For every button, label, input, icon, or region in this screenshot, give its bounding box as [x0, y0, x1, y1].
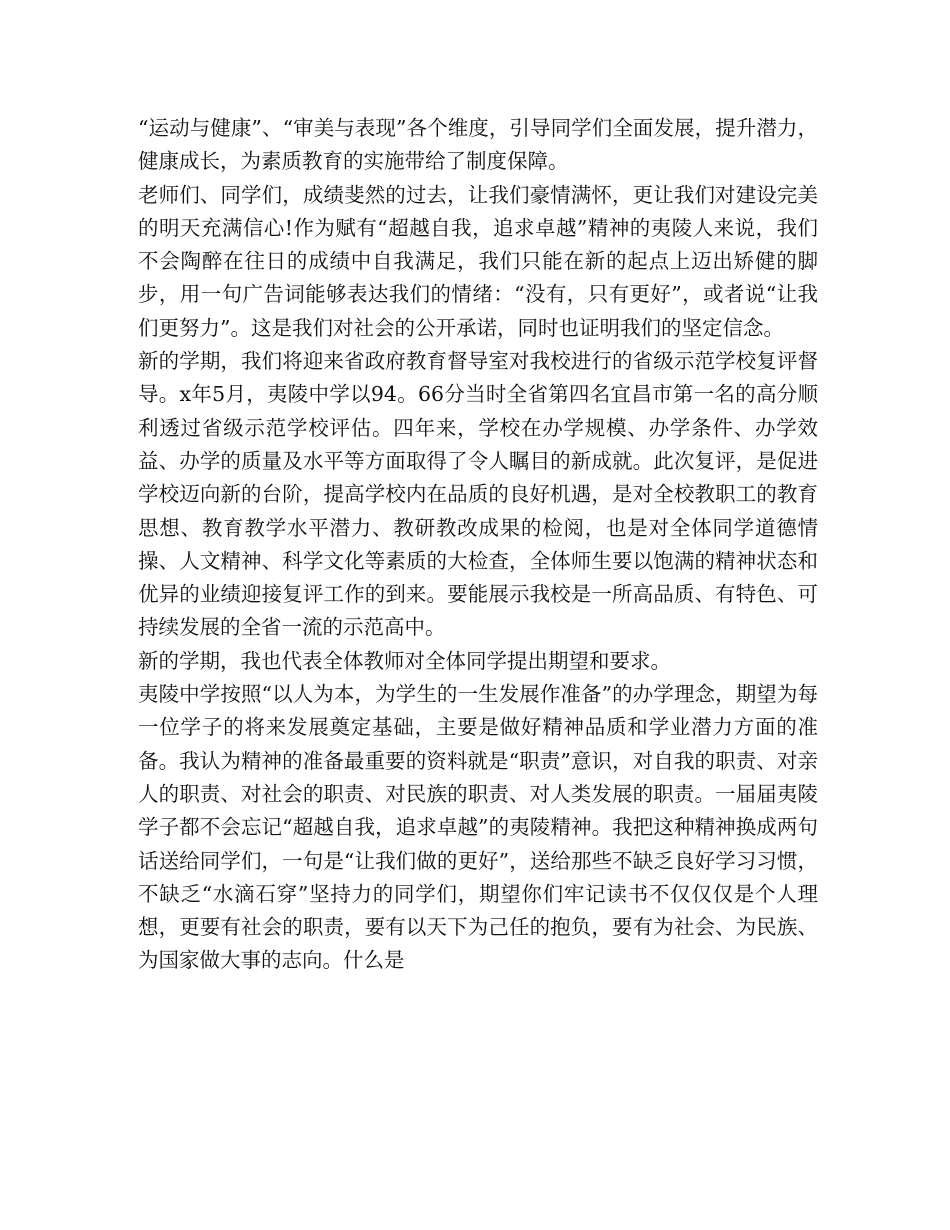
paragraph-3: 新的学期，我们将迎来省政府教育督导室对我校进行的省级示范学校复评督导。x年5月，夷陵中学以94。66分当时全省第四名宜昌市第一名的高分顺利透过省级示范学校评估。四年来，学校在办学规模、办学条件、办学效益、办学的质量及水平等方面取得了令人瞩目的新成就。此次复评，是促进学校迈向新的台阶，提高学校内在品质的良好机遇，是对全校教职工的教育思想、教育教学水平潜力、教研教改成果的检阅，也是对全体同学道德情操、人文精神、科学文化等素质的大检查，全体师生要以饱满的精神状态和优异的业绩迎接复评工作的到来。要能展示我校是一所高品质、有特色、可持续发展的全省一流的示范高中。 — [138, 349, 818, 640]
document-body — [138, 112, 818, 978]
paragraph-4: 新的学期，我也代表全体教师对全体同学提出期望和要求。 — [138, 648, 671, 673]
paragraph-5: 夷陵中学按照“以人为本，为学生的一生发展作准备”的办学理念，期望为每一位学子的将来发展奠定基础，主要是做好精神品质和学业潜力方面的准备。我认为精神的准备最重要的资料就是“职责”意识，对自我的职责、对亲人的职责、对社会的职责、对民族的职责、对人类发展的职责。一届届夷陵学子都不会忘记“超越自我，追求卓越”的夷陵精神。我把这种精神换成两句话送给同学们，一句是“让我们做的更好”，送给那些不缺乏良好学习习惯，不缺乏“水滴石穿”坚持力的同学们，期望你们牢记读书不仅仅仅是个人理想，更要有社会的职责，要有以天下为己任的抱负，要有为社会、为民族、为国家做大事的志向。什么是 — [138, 682, 818, 973]
paragraph-2: 老师们、同学们，成绩斐然的过去，让我们豪情满怀，更让我们对建设完美的明天充满信心!作为赋有“超越自我，追求卓越”精神的夷陵人来说，我们不会陶醉在往日的成绩中自我满足，我们只能在新的起点上迈出矫健的脚步，用一句广告词能够表达我们的情绪：“没有，只有更好”，或者说“让我们更努力”。这是我们对社会的公开承诺，同时也证明我们的坚定信念。 — [138, 182, 818, 340]
paragraph-1: “运动与健康”、“审美与表现”各个维度，引导同学们全面发展，提升潜力，健康成长，为素质教育的实施带给了制度保障。 — [138, 116, 818, 174]
